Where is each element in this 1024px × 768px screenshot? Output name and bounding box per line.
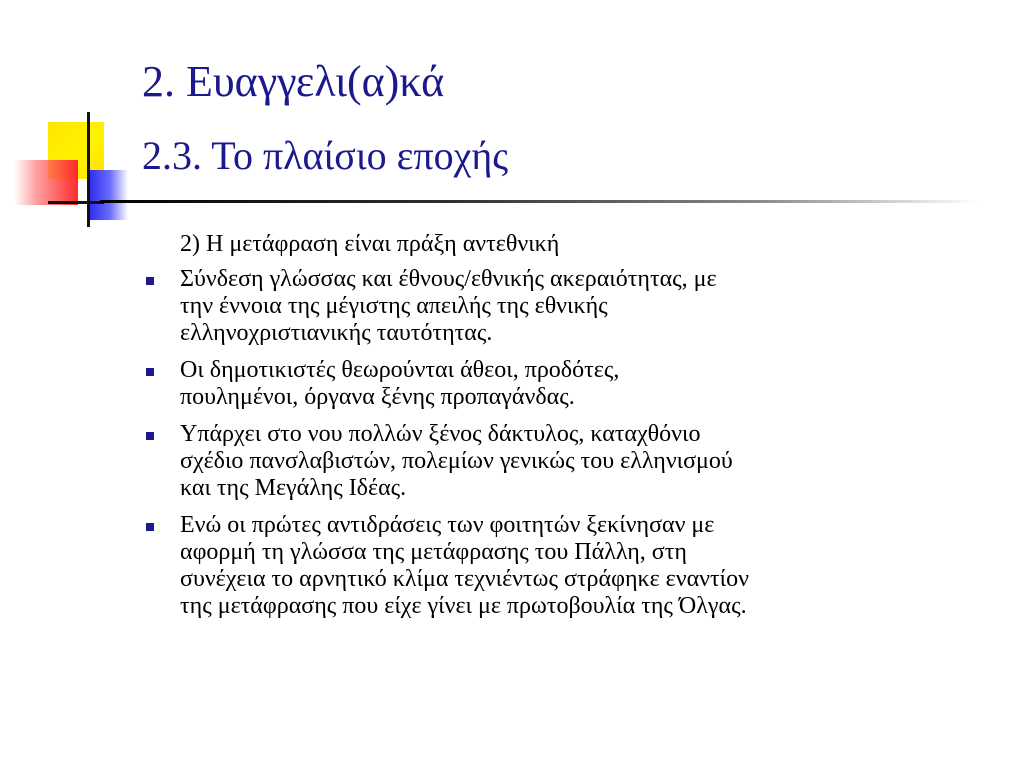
- blue-square-icon: [88, 170, 128, 220]
- bullet-line: Σύνδεση γλώσσας και έθνους/εθνικής ακεραιότητας, με: [180, 266, 717, 292]
- slide-subtitle: 2.3. Το πλαίσιο εποχής: [142, 133, 509, 178]
- logo-horizontal-line: [48, 201, 104, 204]
- bullet-line: Ενώ οι πρώτες αντιδράσεις των φοιτητών ξεκίνησαν με: [180, 512, 715, 538]
- bullet-line: Οι δημοτικιστές θεωρούνται άθεοι, προδότες,: [180, 357, 620, 383]
- bullet-line: Υπάρχει στο νου πολλών ξένος δάκτυλος, καταχθόνιο: [180, 421, 701, 447]
- bullet-line: πουλημένοι, όργανα ξένης προπαγάνδας.: [180, 384, 575, 410]
- bullet-item: [142, 357, 1002, 411]
- vertical-line-divider: [87, 112, 90, 227]
- red-bar-icon: [14, 160, 78, 205]
- bullet-line: και της Μεγάλης Ιδέας.: [180, 475, 407, 501]
- bullet-line: αφορμή τη γλώσσα της μετάφρασης του Πάλλη, στη: [180, 539, 687, 565]
- bullet-line: συνέχεια το αρνητικό κλίμα τεχνιέντως στράφηκε εναντίον: [180, 566, 749, 592]
- bullet-item: [142, 421, 1002, 502]
- bullet-item: [142, 512, 1002, 620]
- bullet-item: [142, 266, 1002, 347]
- bullet-line: την έννοια της μέγιστης απειλής της εθνικής: [180, 293, 608, 319]
- slide-title: 2. Ευαγγελι(α)κά: [142, 57, 445, 106]
- square-bullet-icon: [146, 523, 154, 531]
- square-bullet-icon: [146, 432, 154, 440]
- square-bullet-icon: [146, 368, 154, 376]
- slide-body: [142, 228, 1002, 630]
- bullet-list: [142, 266, 1002, 620]
- bullet-line: της μετάφρασης που είχε γίνει με πρωτοβουλία της Όλγας.: [180, 593, 747, 619]
- section-subheading: 2) Η μετάφραση είναι πράξη αντεθνική: [180, 231, 560, 257]
- square-bullet-icon: [146, 277, 154, 285]
- bullet-line: σχέδιο πανσλαβιστών, πολεμίων γενικώς του ελληνισμού: [180, 448, 733, 474]
- title-underline-divider: [100, 200, 980, 203]
- bullet-line: ελληνοχριστιανικής ταυτότητας.: [180, 320, 493, 346]
